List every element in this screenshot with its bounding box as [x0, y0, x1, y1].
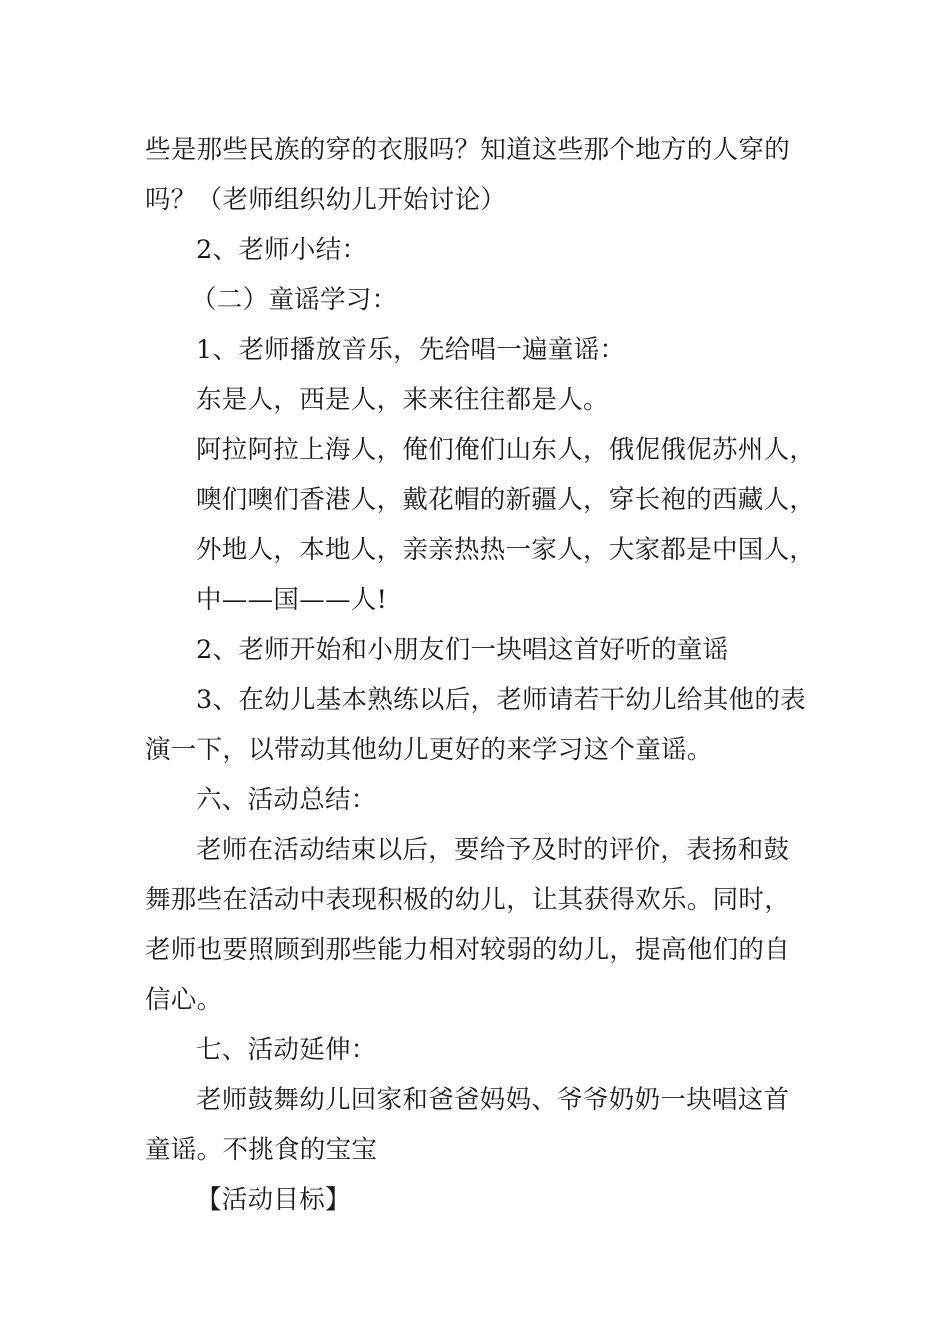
- text-line: 演一下，以带动其他幼儿更好的来学习这个童谣。: [145, 735, 713, 765]
- text-line: 老师也要照顾到那些能力相对较弱的幼儿，提高他们的自: [145, 935, 791, 965]
- rhyme-line: 阿拉阿拉上海人，俺们俺们山东人，俄伲俄伲苏州人，: [196, 435, 816, 465]
- text-line: 舞那些在活动中表现积极的幼儿，让其获得欢乐。同时，: [145, 885, 791, 915]
- rhyme-line: 东是人，西是人，来来往往都是人。: [196, 385, 609, 415]
- text-line: 2、老师开始和小朋友们一块唱这首好听的童谣: [196, 635, 729, 665]
- section-heading: 六、活动总结：: [196, 785, 377, 815]
- rhyme-line: 外地人，本地人，亲亲热热一家人，大家都是中国人，: [196, 535, 816, 565]
- section-heading: （二）童谣学习：: [191, 285, 398, 315]
- rhyme-line: 中——国——人!: [196, 585, 388, 615]
- rhyme-line: 噢们噢们香港人，戴花帽的新疆人，穿长袍的西藏人，: [196, 485, 816, 515]
- text-line: 些是那些民族的穿的衣服吗？知道这些那个地方的人穿的: [145, 135, 791, 165]
- text-line: 老师在活动结束以后，要给予及时的评价，表扬和鼓: [196, 835, 790, 865]
- section-heading: 【活动目标】: [196, 1185, 351, 1215]
- text-line: 吗？（老师组织幼儿开始讨论）: [145, 185, 507, 215]
- text-line: 信心。: [145, 985, 223, 1015]
- section-heading: 七、活动延伸：: [196, 1035, 377, 1065]
- text-line: 老师鼓舞幼儿回家和爸爸妈妈、爷爷奶奶一块唱这首: [196, 1085, 790, 1115]
- text-line: 2、老师小结：: [196, 235, 368, 265]
- text-line: 童谣。不挑食的宝宝: [145, 1135, 378, 1165]
- text-line: 3、在幼儿基本熟练以后，老师请若干幼儿给其他的表: [196, 685, 806, 715]
- text-line: 1、老师播放音乐，先给唱一遍童谣：: [196, 335, 626, 365]
